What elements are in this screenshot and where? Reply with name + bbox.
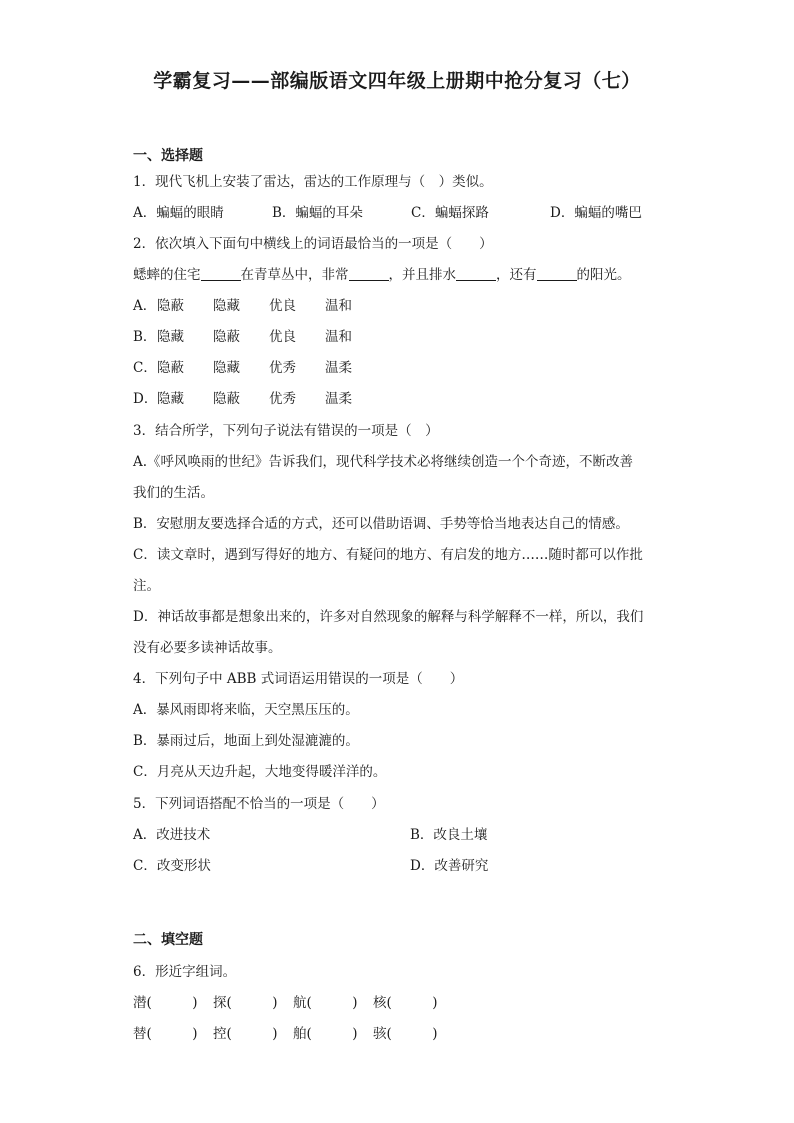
char-item: 舶( ) <box>293 1026 358 1042</box>
page-title: 学霸复习——部编版语文四年级上册期中抢分复习（七） <box>153 70 641 92</box>
fill-blank <box>201 266 241 281</box>
option-letter: B． <box>133 329 157 345</box>
option-word: 隐藏 <box>157 391 184 407</box>
option-word: 隐蔽 <box>213 391 240 407</box>
option-word: 温和 <box>325 298 352 314</box>
q4-option-a: A．暴风雨即将来临，天空黑压压的。 <box>133 702 359 718</box>
q5-options-row1 <box>133 825 487 845</box>
q2-option-b <box>133 327 352 347</box>
char-item: 骇( ) <box>373 1026 438 1042</box>
char-item: 航( ) <box>293 995 358 1011</box>
option-letter: D． <box>133 391 158 407</box>
option-word: 温柔 <box>325 360 352 376</box>
q2-option-a <box>133 296 352 316</box>
char-item: 潜( ) <box>133 995 198 1011</box>
q5-option-d: D．改善研究 <box>410 858 489 874</box>
option-word: 温柔 <box>325 391 352 407</box>
q4-option-b: B．暴雨过后，地面上到处湿漉漉的。 <box>133 733 359 749</box>
section-heading-fill: 二、填空题 <box>133 932 203 948</box>
q6-row-1 <box>133 993 438 1013</box>
q3-option-c-line1: C．读文章时，遇到写得好的地方、有疑问的地方、有启发的地方……随时都可以作批 <box>133 547 643 563</box>
q5-option-a: A．改进技术 <box>133 827 211 843</box>
q1-option-a: A．蝙蝠的眼睛 <box>133 205 224 221</box>
q3-option-b: B．安慰朋友要选择合适的方式，还可以借助语调、手势等恰当地表达自己的情感。 <box>133 516 629 532</box>
option-letter: A． <box>133 298 157 314</box>
option-word: 隐蔽 <box>213 329 240 345</box>
question-5-stem: 5．下列词语搭配不恰当的一项是（ ） <box>133 796 385 812</box>
q6-row-2 <box>133 1024 438 1044</box>
option-word: 优秀 <box>269 391 296 407</box>
q3-option-a-line1: A.《呼风唤雨的世纪》告诉我们，现代科学技术必将继续创造一个个奇迹，不断改善 <box>133 454 634 470</box>
char-item: 探( ) <box>213 995 278 1011</box>
option-word: 温和 <box>325 329 352 345</box>
option-word: 优良 <box>269 329 296 345</box>
q4-option-c: C．月亮从天边升起，大地变得暖洋洋的。 <box>133 764 387 780</box>
fill-blank <box>349 266 389 281</box>
option-word: 隐蔽 <box>157 298 184 314</box>
option-word: 优良 <box>269 298 296 314</box>
q2-option-d <box>133 389 352 409</box>
fill-blank <box>456 266 496 281</box>
q2-option-c <box>133 358 352 378</box>
sentence-part: 在青草丛中，非常 <box>240 267 349 283</box>
question-1-stem: 1．现代飞机上安装了雷达，雷达的工作原理与（ ）类似。 <box>133 174 493 190</box>
q1-option-d: D．蝙蝠的嘴巴 <box>550 205 642 221</box>
question-1-options <box>133 203 642 223</box>
question-6-stem: 6．形近字组词。 <box>133 964 237 980</box>
q3-option-d-line1: D．神话故事都是想象出来的，许多对自然现象的解释与科学解释不一样，所以，我们 <box>133 609 644 625</box>
char-item: 替( ) <box>133 1026 198 1042</box>
char-item: 核( ) <box>373 995 438 1011</box>
fill-blank <box>537 266 577 281</box>
section-heading-choice: 一、选择题 <box>133 148 203 164</box>
char-item: 控( ) <box>213 1026 278 1042</box>
sentence-part: ，并且排水 <box>388 267 456 283</box>
q5-option-b: B．改良土壤 <box>410 827 488 843</box>
q3-option-d-line2: 没有必要多读神话故事。 <box>133 640 282 656</box>
q5-option-c: C．改变形状 <box>133 858 211 874</box>
q3-option-c-line2: 注。 <box>133 578 160 594</box>
question-3-stem: 3．结合所学，下列句子说法有错误的一项是（ ） <box>133 423 439 439</box>
option-word: 隐藏 <box>213 360 240 376</box>
sentence-part: 蟋蟀的住宅 <box>133 267 201 283</box>
q5-options-row2 <box>133 856 488 876</box>
sentence-part: 的阳光。 <box>576 267 631 283</box>
q1-option-c: C．蝙蝠探路 <box>411 205 489 221</box>
option-word: 优秀 <box>269 360 296 376</box>
question-4-stem: 4．下列句子中 ABB 式词语运用错误的一项是（ ） <box>133 671 464 687</box>
q3-option-a-line2: 我们的生活。 <box>133 485 214 501</box>
option-word: 隐藏 <box>213 298 240 314</box>
question-2-sentence <box>133 265 631 285</box>
q1-option-b: B．蝙蝠的耳朵 <box>272 205 363 221</box>
option-word: 隐蔽 <box>157 360 184 376</box>
sentence-part: ，还有 <box>496 267 537 283</box>
option-word: 隐藏 <box>157 329 184 345</box>
question-2-stem: 2．依次填入下面句中横线上的词语最恰当的一项是（ ） <box>133 236 493 252</box>
option-letter: C． <box>133 360 157 376</box>
